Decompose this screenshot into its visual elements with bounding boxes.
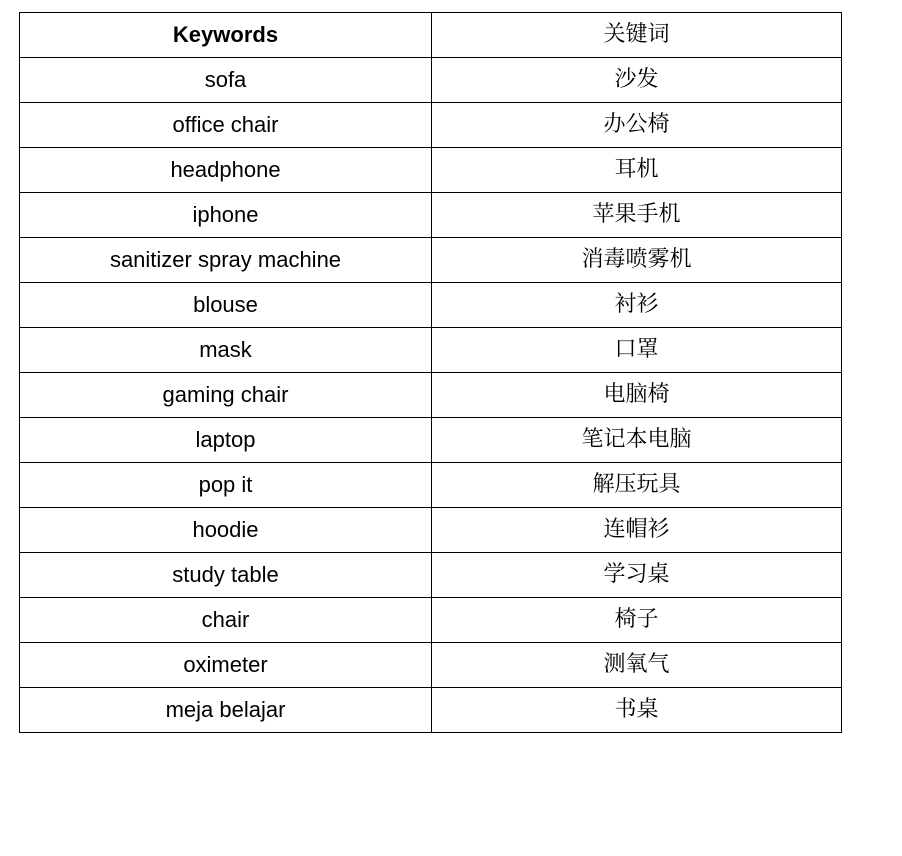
keyword-cell: iphone — [20, 193, 432, 238]
table-row — [20, 688, 842, 733]
keyword-cell: headphone — [20, 148, 432, 193]
table-row — [20, 643, 842, 688]
keyword-cell: oximeter — [20, 643, 432, 688]
table-row — [20, 373, 842, 418]
keyword-cell: hoodie — [20, 508, 432, 553]
keyword-cell: study table — [20, 553, 432, 598]
header-row — [20, 13, 842, 58]
table-row — [20, 58, 842, 103]
keywords-table — [19, 12, 842, 733]
chinese-keyword-cell: 学习桌 — [432, 553, 842, 598]
keyword-cell: sofa — [20, 58, 432, 103]
chinese-keyword-cell: 解压玩具 — [432, 463, 842, 508]
keyword-cell: gaming chair — [20, 373, 432, 418]
table-row — [20, 508, 842, 553]
table-row — [20, 193, 842, 238]
chinese-keyword-cell: 连帽衫 — [432, 508, 842, 553]
chinese-keyword-cell: 耳机 — [432, 148, 842, 193]
keyword-cell: mask — [20, 328, 432, 373]
table-row — [20, 103, 842, 148]
chinese-keyword-cell: 苹果手机 — [432, 193, 842, 238]
keyword-cell: sanitizer spray machine — [20, 238, 432, 283]
chinese-keyword-cell: 书桌 — [432, 688, 842, 733]
chinese-keyword-cell: 椅子 — [432, 598, 842, 643]
keyword-cell: meja belajar — [20, 688, 432, 733]
header-chinese-keywords: 关键词 — [432, 13, 842, 58]
table-row — [20, 328, 842, 373]
table-row — [20, 553, 842, 598]
chinese-keyword-cell: 笔记本电脑 — [432, 418, 842, 463]
keyword-cell: office chair — [20, 103, 432, 148]
table-row — [20, 283, 842, 328]
keyword-cell: blouse — [20, 283, 432, 328]
table-row — [20, 463, 842, 508]
table-row — [20, 238, 842, 283]
table-header — [20, 13, 842, 58]
chinese-keyword-cell: 口罩 — [432, 328, 842, 373]
table-row — [20, 418, 842, 463]
chinese-keyword-cell: 电脑椅 — [432, 373, 842, 418]
chinese-keyword-cell: 办公椅 — [432, 103, 842, 148]
keyword-cell: chair — [20, 598, 432, 643]
keyword-cell: laptop — [20, 418, 432, 463]
chinese-keyword-cell: 消毒喷雾机 — [432, 238, 842, 283]
chinese-keyword-cell: 衬衫 — [432, 283, 842, 328]
table-row — [20, 148, 842, 193]
chinese-keyword-cell: 沙发 — [432, 58, 842, 103]
keyword-cell: pop it — [20, 463, 432, 508]
header-keywords: Keywords — [20, 13, 432, 58]
table-row — [20, 598, 842, 643]
chinese-keyword-cell: 测氧气 — [432, 643, 842, 688]
table-body — [20, 58, 842, 733]
